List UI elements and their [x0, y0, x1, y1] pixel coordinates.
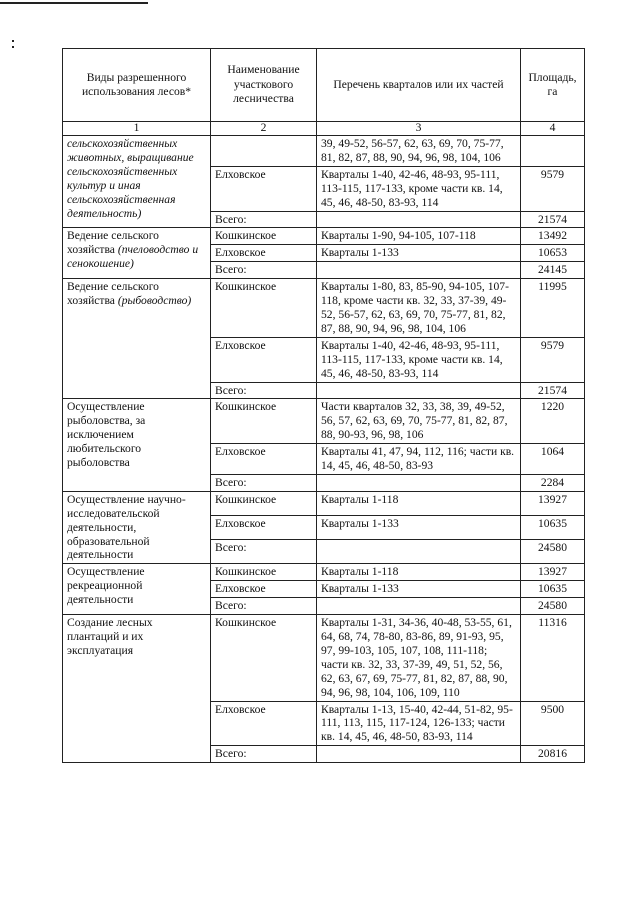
- header-forestry-name: Наименование участкового лесничества: [211, 49, 317, 122]
- table-row: [63, 228, 585, 245]
- use-type-text: Ведение сельского хозяйства: [67, 280, 159, 308]
- use-type-cell: [63, 228, 211, 279]
- column-number: 4: [521, 122, 585, 136]
- forestry-name-cell: Елховское: [211, 444, 317, 475]
- area-cell: 9579: [521, 166, 585, 211]
- area-cell: 1220: [521, 399, 585, 444]
- quarters-cell: Кварталы 1-133: [317, 245, 521, 262]
- use-type-text: Создание лесных плантаций и их эксплуатация: [67, 616, 153, 657]
- total-area: 24580: [521, 598, 585, 615]
- use-type-cell: [63, 279, 211, 399]
- area-cell: 10635: [521, 581, 585, 598]
- forestry-name-cell: Кошкинское: [211, 615, 317, 701]
- quarters-cell: Кварталы 41, 47, 94, 112, 116; части кв. 14, 45, 46, 48-50, 83-93: [317, 444, 521, 475]
- area-cell: [521, 136, 585, 167]
- table-row: [63, 399, 585, 444]
- use-type-cell: [63, 399, 211, 491]
- forest-use-table: [62, 48, 585, 763]
- total-empty-cell: [317, 382, 521, 399]
- total-area: 21574: [521, 211, 585, 228]
- total-label: Всего:: [211, 540, 317, 564]
- quarters-cell: 39, 49-52, 56-57, 62, 63, 69, 70, 75-77, 81, 82, 87, 88, 90, 94, 96, 98, 104, 106: [317, 136, 521, 167]
- scan-artifact-dot: [12, 40, 14, 42]
- forestry-name-cell: Елховское: [211, 581, 317, 598]
- forestry-name-cell: Кошкинское: [211, 491, 317, 515]
- forestry-name-cell: Кошкинское: [211, 279, 317, 338]
- header-area: Площадь, га: [521, 49, 585, 122]
- total-label: Всего:: [211, 746, 317, 763]
- use-type-note: (рыбоводство): [117, 294, 192, 308]
- area-cell: 10653: [521, 245, 585, 262]
- table-row: [63, 564, 585, 581]
- total-empty-cell: [317, 474, 521, 491]
- total-area: 2284: [521, 474, 585, 491]
- area-cell: 13927: [521, 491, 585, 515]
- quarters-cell: Кварталы 1-40, 42-46, 48-93, 95-111, 113-115, 117-133, кроме части кв. 14, 45, 46, 48-50, 83-93, 114: [317, 337, 521, 382]
- total-empty-cell: [317, 262, 521, 279]
- total-label: Всего:: [211, 598, 317, 615]
- quarters-cell: Кварталы 1-40, 42-46, 48-93, 95-111, 113-115, 117-133, кроме части кв. 14, 45, 46, 48-50, 83-93, 114: [317, 166, 521, 211]
- quarters-cell: Кварталы 1-118: [317, 564, 521, 581]
- total-area: 24580: [521, 540, 585, 564]
- header-quarters-list: Перечень кварталов или их частей: [317, 49, 521, 122]
- total-label: Всего:: [211, 382, 317, 399]
- total-label: Всего:: [211, 474, 317, 491]
- table-body: [63, 136, 585, 763]
- total-empty-cell: [317, 211, 521, 228]
- forestry-name-cell: Елховское: [211, 337, 317, 382]
- total-area: 24145: [521, 262, 585, 279]
- quarters-cell: Кварталы 1-133: [317, 581, 521, 598]
- use-type-note: сельскохозяйственных животных, выращивание сельскохозяйственных культур и иная сельскохозяйственная деятельность): [67, 137, 194, 220]
- use-type-note: (пчеловодство и сенокошение): [67, 243, 199, 271]
- area-cell: 13492: [521, 228, 585, 245]
- forestry-name-cell: Елховское: [211, 166, 317, 211]
- area-cell: 11316: [521, 615, 585, 701]
- area-cell: 9500: [521, 701, 585, 746]
- total-area: 20816: [521, 746, 585, 763]
- forestry-name-cell: Елховское: [211, 516, 317, 540]
- quarters-cell: Кварталы 1-13, 15-40, 42-44, 51-82, 95-111, 113, 115, 117-124, 126-133; части кв. 14, 45, 46, 48-50, 83-93, 114: [317, 701, 521, 746]
- total-empty-cell: [317, 598, 521, 615]
- area-cell: 9579: [521, 337, 585, 382]
- quarters-cell: Кварталы 1-80, 83, 85-90, 94-105, 107-118, кроме части кв. 32, 33, 37-39, 49-52, 56-57, 62, 63, 69, 70, 75-77, 81, 82, 87, 88, 90, 94, 96, 98, 104, 106: [317, 279, 521, 338]
- quarters-cell: Кварталы 1-31, 34-36, 40-48, 53-55, 61, 64, 68, 74, 78-80, 83-86, 89, 91-93, 95, 97, 99-103, 105, 107, 108, 111-118; части кв. 32, 33, 37-39, 49, 51, 52, 56, 62, 63, 67, 69, 75-77, 81, 82, 87, 88, 90, 94, 96, 98, 104, 106, 109, 110: [317, 615, 521, 701]
- quarters-cell: Кварталы 1-90, 94-105, 107-118: [317, 228, 521, 245]
- table-row: [63, 136, 585, 167]
- total-area: 21574: [521, 382, 585, 399]
- quarters-cell: Кварталы 1-118: [317, 491, 521, 515]
- area-cell: 1064: [521, 444, 585, 475]
- use-type-text: Осуществление научно-исследовательской деятельности, образовательной деятельности: [67, 492, 186, 562]
- use-type-text: Осуществление рекреационной деятельности: [67, 565, 145, 607]
- header-use-type: Виды разрешенного использования лесов*: [63, 49, 211, 122]
- column-number: 2: [211, 122, 317, 136]
- forestry-name-cell: Кошкинское: [211, 399, 317, 444]
- column-number-row: [63, 122, 585, 136]
- quarters-cell: Кварталы 1-133: [317, 516, 521, 540]
- use-type-text: Осуществление рыболовства, за исключением любительского рыболовства: [67, 400, 146, 470]
- use-type-cell: [63, 136, 211, 228]
- use-type-cell: [63, 564, 211, 615]
- total-empty-cell: [317, 746, 521, 763]
- use-type-cell: [63, 491, 211, 564]
- table-header-row: [63, 49, 585, 122]
- area-cell: 11995: [521, 279, 585, 338]
- forestry-name-cell: Кошкинское: [211, 228, 317, 245]
- forestry-name-cell: [211, 136, 317, 167]
- forestry-name-cell: Елховское: [211, 701, 317, 746]
- use-type-text: Ведение сельского хозяйства: [67, 229, 159, 257]
- total-empty-cell: [317, 540, 521, 564]
- use-type-cell: [63, 615, 211, 763]
- area-cell: 10635: [521, 516, 585, 540]
- column-number: 3: [317, 122, 521, 136]
- column-number: 1: [63, 122, 211, 136]
- scan-artifact-line: [0, 2, 148, 4]
- total-label: Всего:: [211, 262, 317, 279]
- forestry-name-cell: Елховское: [211, 245, 317, 262]
- table-row: [63, 491, 585, 515]
- forestry-name-cell: Кошкинское: [211, 564, 317, 581]
- area-cell: 13927: [521, 564, 585, 581]
- scan-artifact-dot: [12, 46, 14, 48]
- table-row: [63, 615, 585, 701]
- total-label: Всего:: [211, 211, 317, 228]
- table-row: [63, 279, 585, 338]
- quarters-cell: Части кварталов 32, 33, 38, 39, 49-52, 56, 57, 62, 63, 69, 70, 75-77, 81, 82, 87, 88, 90-93, 96, 98, 106: [317, 399, 521, 444]
